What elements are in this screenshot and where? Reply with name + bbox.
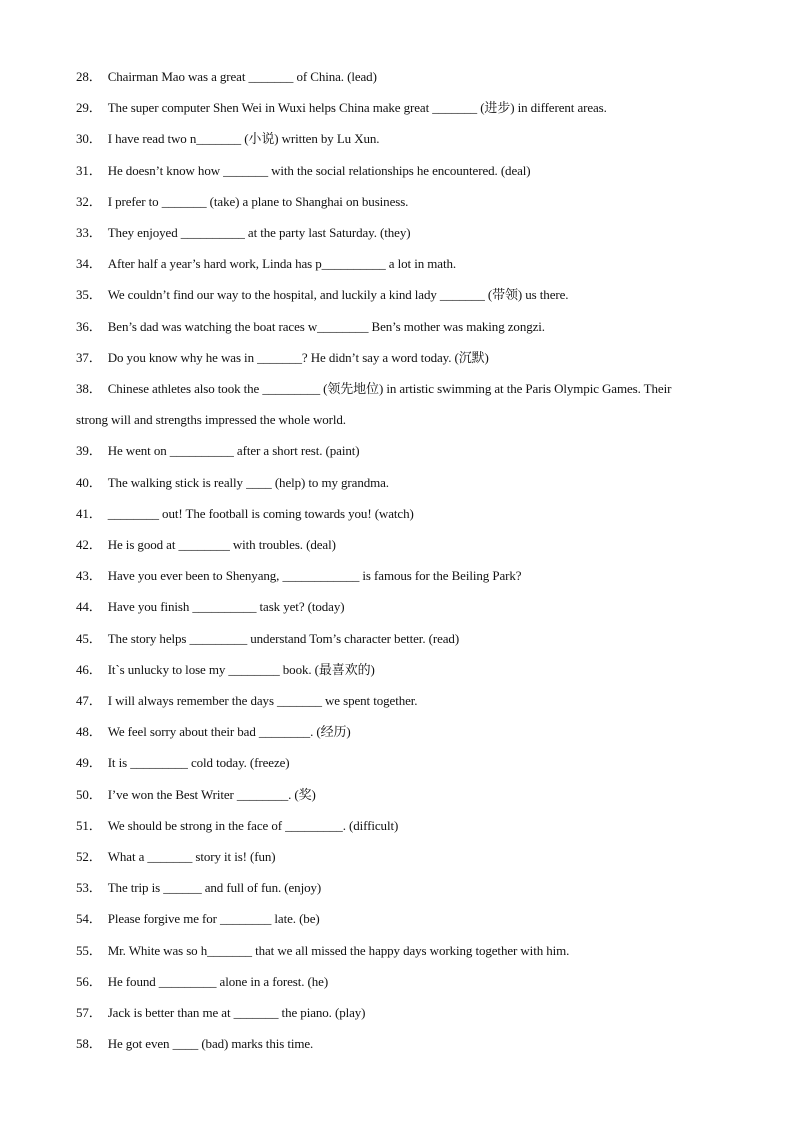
question-number: 51． xyxy=(76,817,102,833)
question-text: Chairman Mao was a great _______ of China. (lead) xyxy=(107,69,377,84)
question-number: 47． xyxy=(76,693,102,709)
question-item xyxy=(76,311,726,342)
question-text: He found _________ alone in a forest. (he) xyxy=(107,973,329,989)
question-text: What a _______ story it is! (fun) xyxy=(107,849,276,865)
question-text: He doesn’t know how _______ with the social relationships he encountered. (deal) xyxy=(107,162,531,178)
question-number: 56． xyxy=(76,973,102,989)
question-text: Have you finish __________ task yet? (today) xyxy=(107,599,345,615)
question-number: 28． xyxy=(76,69,102,84)
question-text: The walking stick is really ____ (help) to my grandma. xyxy=(107,474,389,490)
question-number: 36． xyxy=(76,318,102,334)
question-item xyxy=(76,654,726,685)
question-item xyxy=(76,92,726,123)
question-text: He went on __________ after a short rest. (paint) xyxy=(107,443,360,459)
question-item xyxy=(76,872,726,903)
question-number: 41． xyxy=(76,505,102,521)
question-text: The trip is ______ and full of fun. (enjoy) xyxy=(107,880,322,896)
question-text: Ben’s dad was watching the boat races w________ Ben’s mother was making zongzi. xyxy=(107,318,545,334)
question-item xyxy=(76,810,726,841)
question-item xyxy=(76,529,726,560)
question-item xyxy=(76,217,726,248)
question-text-continued: strong will and strengths impressed the whole world. xyxy=(76,412,346,428)
question-text: Jack is better than me at _______ the piano. (play) xyxy=(107,1005,366,1021)
question-number: 53． xyxy=(76,880,102,896)
question-number: 40． xyxy=(76,474,102,490)
question-number: 52． xyxy=(76,849,102,865)
question-number: 33． xyxy=(76,225,102,241)
question-number: 39． xyxy=(76,443,102,459)
question-number: 34． xyxy=(76,256,102,272)
question-text: Have you ever been to Shenyang, ____________ is famous for the Beiling Park? xyxy=(107,568,522,584)
question-number: 58． xyxy=(76,1036,102,1052)
question-item xyxy=(76,186,726,217)
question-text: Chinese athletes also took the _________ (领先地位) in artistic swimming at the Paris Olympic Games. Their xyxy=(107,381,672,397)
question-text: ________ out! The football is coming towards you! (watch) xyxy=(107,505,414,521)
question-text: I’ve won the Best Writer ________. (奖) xyxy=(107,786,316,802)
question-item xyxy=(76,342,726,373)
question-text: They enjoyed __________ at the party last Saturday. (they) xyxy=(107,225,411,241)
question-item xyxy=(76,935,726,966)
question-item xyxy=(76,373,726,435)
question-number: 29． xyxy=(76,100,102,116)
question-item xyxy=(76,903,726,934)
question-list xyxy=(76,61,726,1060)
question-text: We feel sorry about their bad ________. (经历) xyxy=(107,724,351,740)
question-number: 31． xyxy=(76,162,102,178)
question-item xyxy=(76,155,726,186)
question-text: I have read two n_______ (小说) written by Lu Xun. xyxy=(107,131,380,147)
question-text: The super computer Shen Wei in Wuxi helps China make great _______ (进步) in different areas. xyxy=(107,100,607,116)
question-text: Mr. White was so h_______ that we all missed the happy days working together with him. xyxy=(107,942,570,958)
question-text: I prefer to _______ (take) a plane to Shanghai on business. xyxy=(107,193,409,209)
question-item xyxy=(76,435,726,466)
question-number: 46． xyxy=(76,661,102,677)
question-number: 38． xyxy=(76,381,102,397)
question-item xyxy=(76,279,726,310)
question-number: 43． xyxy=(76,568,102,584)
question-item xyxy=(76,997,726,1028)
question-number: 37． xyxy=(76,349,102,365)
question-number: 50． xyxy=(76,786,102,802)
question-number: 55． xyxy=(76,942,102,958)
question-text: Do you know why he was in _______? He didn’t say a word today. (沉默) xyxy=(107,349,489,365)
question-item xyxy=(76,779,726,810)
question-item xyxy=(76,248,726,279)
question-number: 54． xyxy=(76,911,102,927)
question-number: 44． xyxy=(76,599,102,615)
question-item xyxy=(76,623,726,654)
question-text: We couldn’t find our way to the hospital, and luckily a kind lady _______ (带领) us there. xyxy=(107,287,569,303)
question-number: 42． xyxy=(76,537,102,553)
question-item xyxy=(76,716,726,747)
question-number: 30． xyxy=(76,131,102,147)
question-item xyxy=(76,560,726,591)
question-item xyxy=(76,467,726,498)
question-text: It is _________ cold today. (freeze) xyxy=(107,755,290,771)
question-number: 35． xyxy=(76,287,102,303)
question-text: After half a year’s hard work, Linda has p__________ a lot in math. xyxy=(107,256,457,272)
question-number: 48． xyxy=(76,724,102,740)
question-number: 57． xyxy=(76,1005,102,1021)
question-text: The story helps _________ understand Tom’s character better. (read) xyxy=(107,630,460,646)
question-number: 49． xyxy=(76,755,102,771)
question-text: I will always remember the days _______ we spent together. xyxy=(107,693,418,709)
question-item xyxy=(76,123,726,154)
question-item xyxy=(76,747,726,778)
question-number: 45． xyxy=(76,630,102,646)
question-item xyxy=(76,1028,726,1059)
question-text: It`s unlucky to lose my ________ book. (最喜欢的) xyxy=(107,661,375,677)
question-item xyxy=(76,685,726,716)
question-item xyxy=(76,498,726,529)
question-item xyxy=(76,61,726,92)
question-text: We should be strong in the face of _________. (difficult) xyxy=(107,817,399,833)
question-item xyxy=(76,591,726,622)
question-item xyxy=(76,966,726,997)
question-text: He is good at ________ with troubles. (deal) xyxy=(107,537,336,553)
question-number: 32． xyxy=(76,193,102,209)
question-item xyxy=(76,841,726,872)
question-text: Please forgive me for ________ late. (be) xyxy=(107,911,320,927)
question-text: He got even ____ (bad) marks this time. xyxy=(107,1036,314,1052)
